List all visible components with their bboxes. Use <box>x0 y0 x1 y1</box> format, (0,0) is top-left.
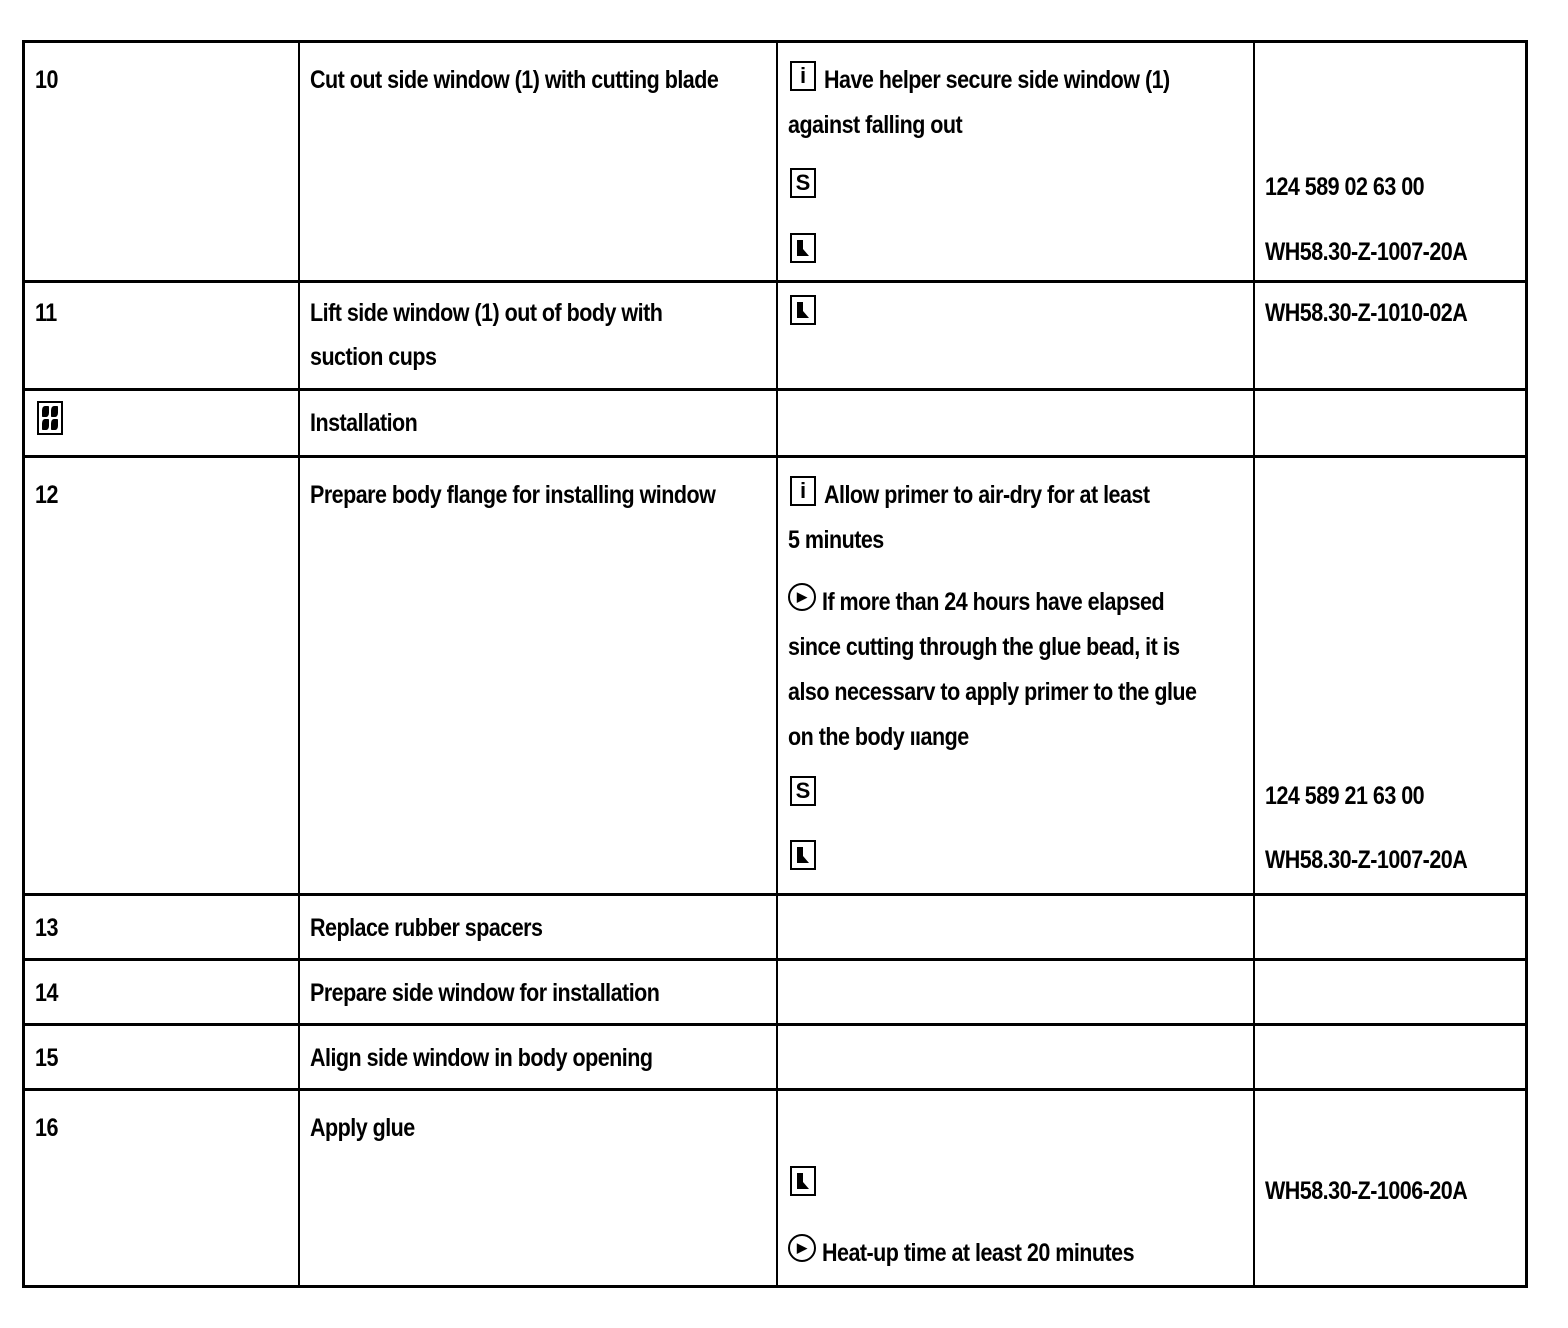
notes-cell <box>778 458 1255 893</box>
reference-cell <box>1255 458 1525 893</box>
reference-cell <box>1255 283 1525 388</box>
note-text: since cutting through the glue bead, it is <box>788 633 1180 661</box>
workshop-equipment-ref: WH58.30-Z-1007-20A <box>1265 238 1468 266</box>
info-text: 5 minutes <box>788 526 884 554</box>
step-number: 11 <box>35 299 57 327</box>
operation-cell <box>300 391 778 455</box>
table-row <box>22 1091 1528 1288</box>
info-text: Allow primer to air-dry for at least <box>824 481 1150 509</box>
operation-text: Apply glue <box>310 1114 415 1142</box>
note-text: on the body ııange <box>788 723 969 751</box>
step-number: 12 <box>35 481 58 509</box>
step-cell <box>25 961 300 1023</box>
step-cell <box>25 1091 300 1285</box>
step-number: 15 <box>35 1044 58 1072</box>
info-text: against falling out <box>788 111 963 139</box>
special-tool-icon: S <box>790 776 816 806</box>
operation-text: Align side window in body opening <box>310 1044 653 1072</box>
info-icon: i <box>790 476 816 506</box>
table-row <box>22 283 1528 391</box>
table-row <box>22 458 1528 896</box>
note-text: also necessarv to apply primer to the glue <box>788 678 1197 706</box>
notes-cell <box>778 391 1255 455</box>
table-row <box>22 896 1528 961</box>
special-tool-number: 124 589 21 63 00 <box>1265 782 1425 810</box>
arrow-note-icon: ▶ <box>788 1234 816 1262</box>
step-number: 14 <box>35 979 58 1007</box>
table-row <box>22 961 1528 1026</box>
reference-cell <box>1255 391 1525 455</box>
special-tool-icon: S <box>790 168 816 198</box>
table-row <box>22 1026 1528 1091</box>
step-cell <box>25 43 300 280</box>
operation-cell <box>300 896 778 958</box>
info-icon: i <box>790 61 816 91</box>
section-heading: Installation <box>310 409 418 437</box>
workshop-equipment-ref: WH58.30-Z-1010-02A <box>1265 299 1468 327</box>
workshop-equipment-icon <box>790 233 816 263</box>
notes-cell <box>778 1091 1255 1285</box>
step-cell <box>25 896 300 958</box>
info-text: Have helper secure side window (1) <box>824 66 1170 94</box>
operation-cell <box>300 1091 778 1285</box>
operation-cell <box>300 1026 778 1088</box>
workshop-equipment-ref: WH58.30-Z-1007-20A <box>1265 846 1468 874</box>
notes-cell <box>778 1026 1255 1088</box>
step-number: 16 <box>35 1114 58 1142</box>
step-cell <box>25 283 300 388</box>
workshop-equipment-icon <box>790 295 816 325</box>
workshop-equipment-icon <box>790 1166 816 1196</box>
procedure-table <box>22 40 1528 1288</box>
notes-cell <box>778 43 1255 280</box>
reference-cell <box>1255 43 1525 280</box>
operation-text: Replace rubber spacers <box>310 914 543 942</box>
installation-icon <box>37 401 63 435</box>
workshop-equipment-icon <box>790 840 816 870</box>
note-text: If more than 24 hours have elapsed <box>822 588 1165 616</box>
reference-cell <box>1255 1091 1525 1285</box>
operation-cell <box>300 283 778 388</box>
reference-cell <box>1255 1026 1525 1088</box>
operation-text: suction cups <box>310 343 437 371</box>
operation-text: Prepare body flange for installing window <box>310 481 716 509</box>
reference-cell <box>1255 961 1525 1023</box>
operation-text: Lift side window (1) out of body with <box>310 299 663 327</box>
operation-cell <box>300 458 778 893</box>
reference-cell <box>1255 896 1525 958</box>
arrow-note-icon: ▶ <box>788 583 816 611</box>
step-cell <box>25 1026 300 1088</box>
notes-cell <box>778 896 1255 958</box>
step-cell <box>25 391 300 455</box>
step-cell <box>25 458 300 893</box>
special-tool-number: 124 589 02 63 00 <box>1265 173 1425 201</box>
table-row <box>22 40 1528 283</box>
notes-cell <box>778 283 1255 388</box>
operation-text: Cut out side window (1) with cutting blade <box>310 66 719 94</box>
table-row <box>22 391 1528 458</box>
notes-cell <box>778 961 1255 1023</box>
operation-text: Prepare side window for installation <box>310 979 660 1007</box>
operation-cell <box>300 43 778 280</box>
step-number: 10 <box>35 66 58 94</box>
note-text: Heat-up time at least 20 minutes <box>822 1239 1135 1267</box>
operation-cell <box>300 961 778 1023</box>
workshop-equipment-ref: WH58.30-Z-1006-20A <box>1265 1177 1468 1205</box>
step-number: 13 <box>35 914 58 942</box>
